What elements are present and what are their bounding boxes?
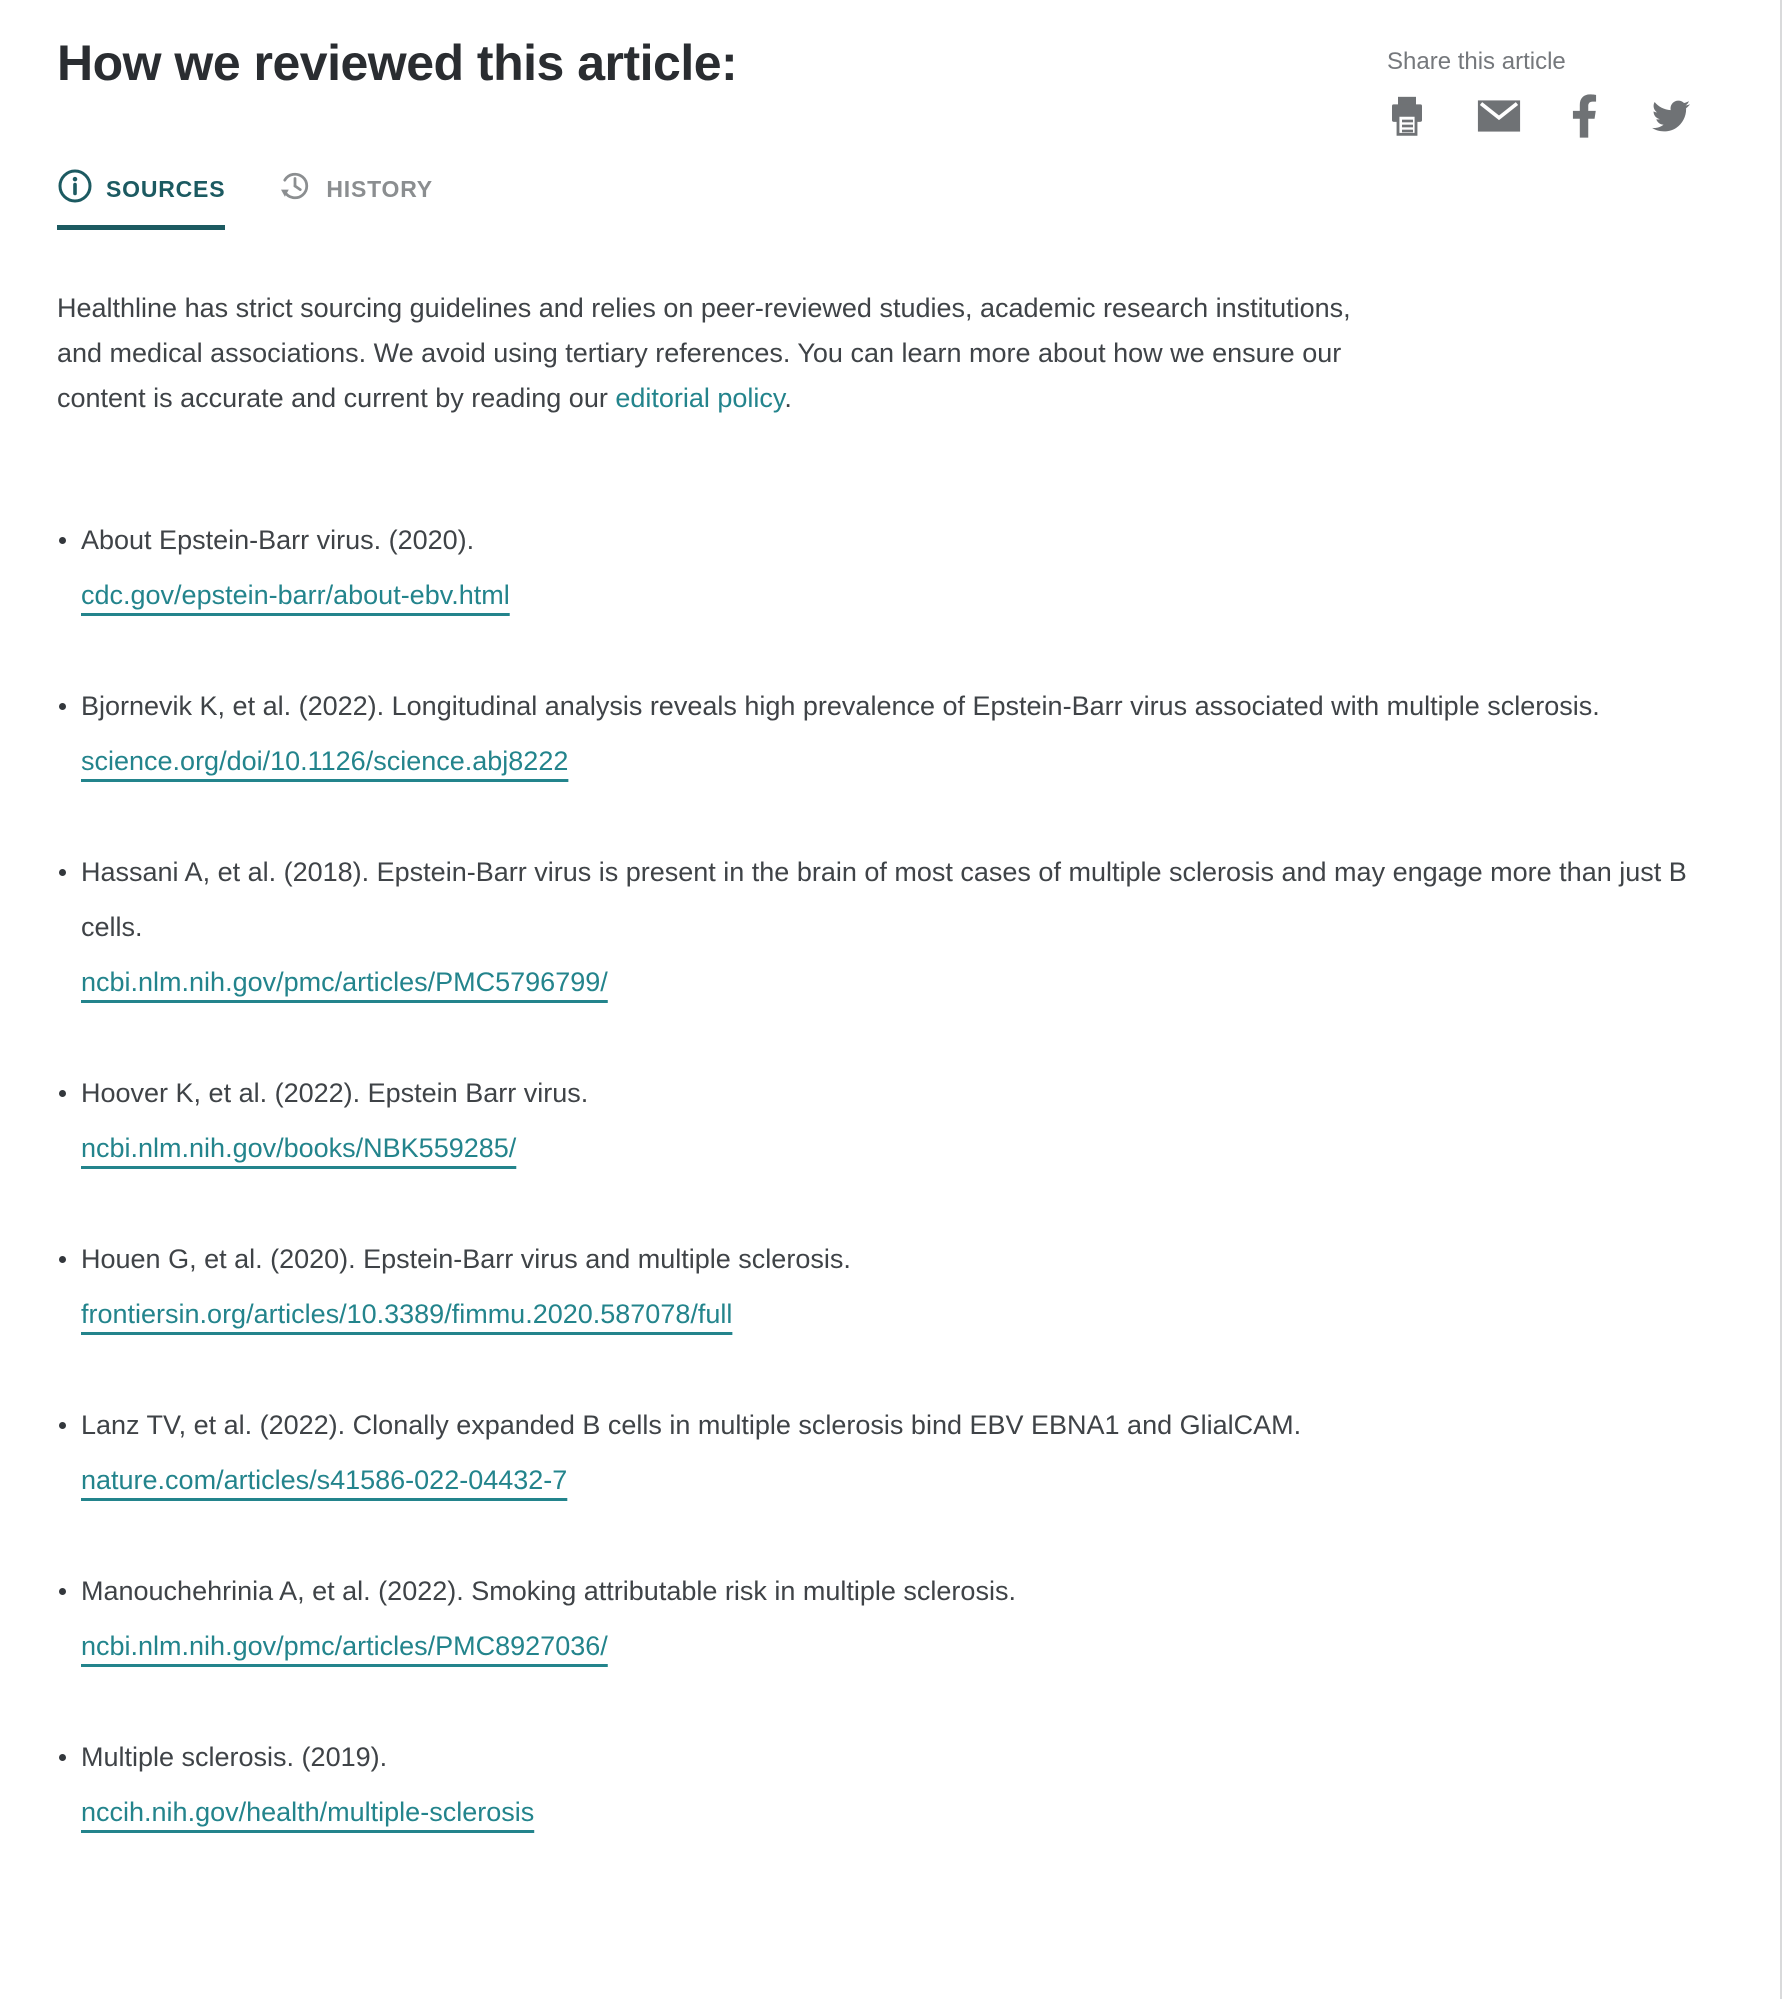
share-label: Share this article xyxy=(1387,48,1566,75)
page-title: How we reviewed this article: xyxy=(57,35,738,91)
printer-icon xyxy=(1387,126,1427,141)
source-citation: Hassani A, et al. (2018). Epstein-Barr virus is present in the brain of most cases of multiple sclerosis and may engage more than just B cells. xyxy=(81,857,1687,942)
source-citation: Manouchehrinia A, et al. (2022). Smoking attributable risk in multiple sclerosis. xyxy=(81,1576,1016,1606)
editorial-policy-link[interactable]: editorial policy xyxy=(615,383,785,413)
print-button[interactable] xyxy=(1387,94,1427,138)
source-link[interactable]: nccih.nih.gov/health/multiple-sclerosis xyxy=(81,1797,535,1827)
source-citation: Houen G, et al. (2020). Epstein-Barr virus and multiple sclerosis. xyxy=(81,1244,851,1274)
source-item xyxy=(57,1398,1697,1508)
source-citation: Lanz TV, et al. (2022). Clonally expanded B cells in multiple sclerosis bind EBV EBNA1 and GlialCAM. xyxy=(81,1410,1302,1440)
twitter-button[interactable] xyxy=(1648,97,1694,135)
source-item xyxy=(57,513,1697,623)
email-button[interactable] xyxy=(1477,99,1521,133)
facebook-button[interactable] xyxy=(1571,94,1598,138)
review-tabs xyxy=(57,168,1728,230)
email-icon xyxy=(1477,121,1521,136)
share-block xyxy=(1387,48,1694,138)
info-icon xyxy=(57,168,93,210)
source-link[interactable]: ncbi.nlm.nih.gov/pmc/articles/PMC5796799/ xyxy=(81,967,608,997)
source-link[interactable]: ncbi.nlm.nih.gov/books/NBK559285/ xyxy=(81,1133,517,1163)
right-edge-divider xyxy=(1780,0,1782,1999)
source-citation: Bjornevik K, et al. (2022). Longitudinal analysis reveals high prevalence of Epstein-Barr virus associated with multiple sclerosis. xyxy=(81,691,1600,721)
tab-history[interactable] xyxy=(277,168,433,230)
history-clock-icon xyxy=(277,168,313,210)
source-link[interactable]: ncbi.nlm.nih.gov/pmc/articles/PMC8927036/ xyxy=(81,1631,608,1661)
source-item xyxy=(57,1730,1697,1840)
source-link[interactable]: science.org/doi/10.1126/science.abj8222 xyxy=(81,746,569,776)
sources-list xyxy=(57,513,1697,1840)
share-icons-row xyxy=(1387,94,1694,138)
source-item xyxy=(57,1564,1697,1674)
intro-text: Healthline has strict sourcing guidelines and relies on peer-reviewed studies, academic research institutions, and medical associations. We avoid using tertiary references. You can learn more about how we ensure our content is accurate and current by reading our xyxy=(57,293,1351,413)
source-citation: Multiple sclerosis. (2019). xyxy=(81,1742,388,1772)
source-item xyxy=(57,845,1697,1010)
source-citation: Hoover K, et al. (2022). Epstein Barr virus. xyxy=(81,1078,589,1108)
source-item xyxy=(57,1232,1697,1342)
source-item xyxy=(57,1066,1697,1176)
tab-sources-label: SOURCES xyxy=(106,175,226,202)
tab-sources[interactable] xyxy=(57,168,225,230)
source-link[interactable]: nature.com/articles/s41586-022-04432-7 xyxy=(81,1465,568,1495)
intro-text-end: . xyxy=(784,383,792,413)
twitter-icon xyxy=(1648,123,1694,138)
source-link[interactable]: frontiersin.org/articles/10.3389/fimmu.2020.587078/full xyxy=(81,1299,733,1329)
source-citation: About Epstein-Barr virus. (2020). xyxy=(81,525,475,555)
source-item xyxy=(57,679,1697,789)
facebook-icon xyxy=(1571,126,1598,141)
source-link[interactable]: cdc.gov/epstein-barr/about-ebv.html xyxy=(81,580,510,610)
sourcing-guidelines-paragraph xyxy=(57,286,1372,421)
section-header xyxy=(57,30,1728,138)
tab-history-label: HISTORY xyxy=(326,175,433,202)
